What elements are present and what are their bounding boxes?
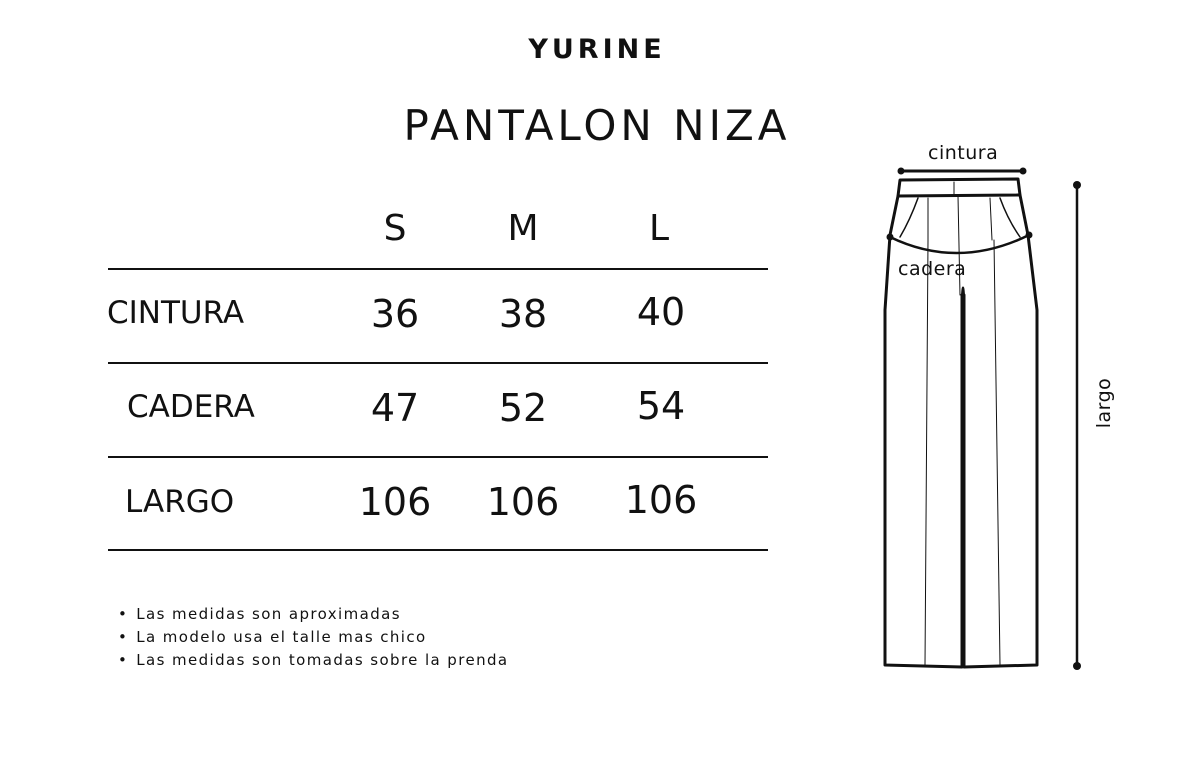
cell-largo-l: 106 <box>624 478 698 522</box>
size-header-m: M <box>507 208 539 249</box>
pants-illustration-icon <box>870 130 1130 690</box>
table-rule <box>108 456 768 458</box>
table-rule <box>108 268 768 270</box>
brand-name: YURINE <box>528 34 666 65</box>
cell-cadera-l: 54 <box>636 384 686 428</box>
cell-cintura-l: 40 <box>636 290 686 334</box>
cell-largo-s: 106 <box>358 480 432 524</box>
cell-cintura-s: 36 <box>370 292 420 336</box>
list-item: • La modelo usa el talle mas chico <box>118 626 509 649</box>
notes-list <box>118 603 509 672</box>
row-label-cintura: CINTURA <box>107 295 245 331</box>
cell-cintura-m: 38 <box>498 292 548 336</box>
hip-label: cadera <box>898 258 967 280</box>
cell-largo-m: 106 <box>486 480 560 524</box>
product-title: PANTALON NIZA <box>403 101 791 150</box>
waist-label: cintura <box>928 142 999 164</box>
list-item: • Las medidas son aproximadas <box>118 603 509 626</box>
length-label: largo <box>1093 377 1115 429</box>
size-header-l: L <box>648 208 670 249</box>
cell-cadera-s: 47 <box>370 386 420 430</box>
row-label-cadera: CADERA <box>127 389 255 425</box>
list-item: • Las medidas son tomadas sobre la prenda <box>118 649 509 672</box>
table-rule <box>108 549 768 551</box>
cell-cadera-m: 52 <box>498 386 548 430</box>
size-header-s: S <box>383 208 407 249</box>
table-rule <box>108 362 768 364</box>
row-label-largo: LARGO <box>125 484 235 520</box>
